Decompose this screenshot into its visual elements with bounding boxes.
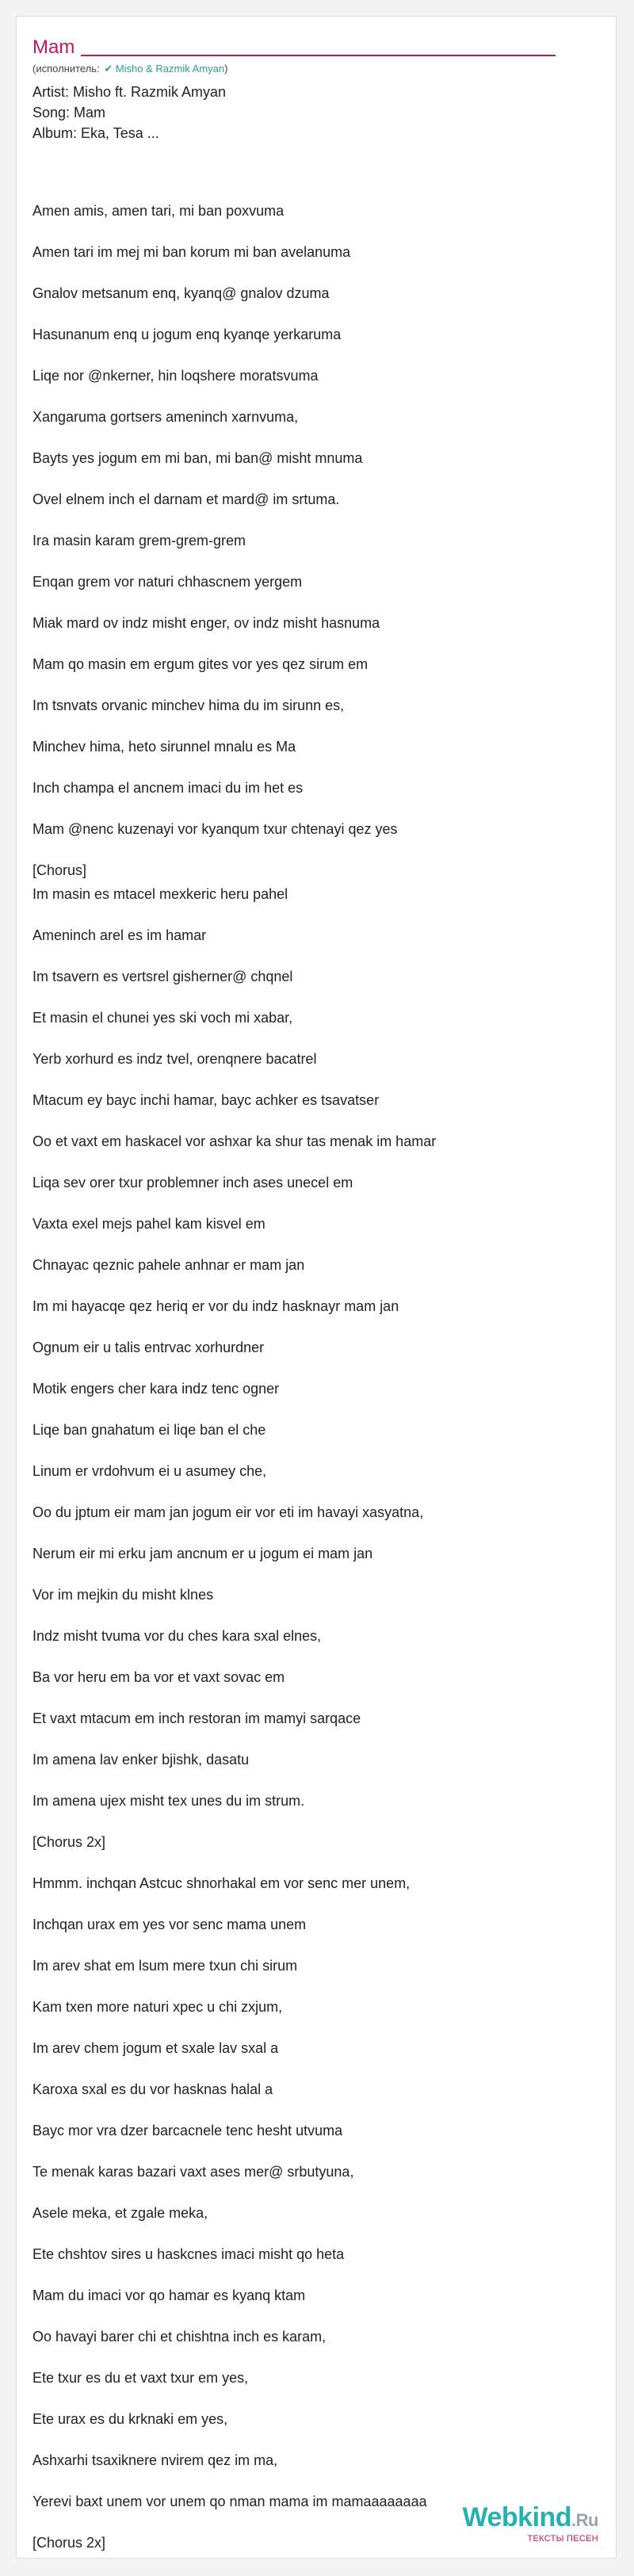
song-line: Song: Mam (32, 105, 106, 120)
lyric-line: Mam @nenc kuzenayi vor kyanqum txur chtenayi qez yes (32, 821, 398, 837)
lyric-line: Mtacum ey bayc inchi hamar, bayc achker es tsavatser (32, 1092, 380, 1108)
lyric-line: Oo et vaxt em haskacel vor ashxar ka shur tas menak im hamar (32, 1133, 437, 1149)
lyric-line: Inch champa el ancnem imaci du im het es (32, 780, 304, 796)
lyric-line: Im amena lav enker bjishk, dasatu (32, 1752, 250, 1768)
lyric-line: Bayts yes jogum em mi ban, mi ban@ misht mnuma (32, 450, 363, 466)
logo-subtitle: ТЕКСТЫ ПЕСЕН (527, 2534, 598, 2544)
lyric-line: [Chorus 2x] (32, 2535, 106, 2551)
lyric-line: Xangaruma gortsers ameninch xarnvuma, (32, 409, 299, 425)
artist-line: Artist: Misho ft. Razmik Amyan (32, 84, 227, 100)
verified-check-icon: ✔ (104, 63, 113, 75)
lyric-line: [Chorus] (32, 862, 87, 878)
lyric-line: Amen tari im mej mi ban korum mi ban avelanuma (32, 244, 351, 260)
lyric-line: Liqe ban gnahatum ei liqe ban el che (32, 1422, 266, 1438)
song-header (32, 32, 556, 143)
lyric-line: Vor im mejkin du misht klnes (32, 1587, 214, 1603)
lyrics-card (16, 16, 617, 2559)
lyric-line: Ovel elnem inch el darnam et mard@ im srtuma. (32, 491, 340, 507)
lyric-line: Yerb xorhurd es indz tvel, orenqnere bacatrel (32, 1051, 317, 1067)
lyric-line: Inchqan urax em yes vor senc mama unem (32, 1917, 307, 1932)
logo-main-text: Webkind (462, 2502, 572, 2532)
lyric-line: Enqan grem vor naturi chhascnem yergem (32, 574, 303, 590)
lyric-line: Chnayac qeznic pahele anhnar er mam jan (32, 1257, 305, 1273)
lyric-line: Im tsnvats orvanic minchev hima du im sirunn es, (32, 698, 345, 713)
lyric-line: Nerum eir mi erku jam ancnum er u jogum ei mam jan (32, 1546, 373, 1561)
lyric-line: Im arev chem jogum et sxale lav sxal a (32, 2040, 279, 2056)
lyric-line: Karoxa sxal es du vor hasknas halal a (32, 2081, 273, 2097)
lyric-line: Ete urax es du krknaki em yes, (32, 2411, 228, 2427)
lyric-line: Yerevi baxt unem vor unem qo nman mama im mamaaaaaaaa (32, 2494, 427, 2509)
lyric-line: Ete txur es du et vaxt txur em yes, (32, 2370, 249, 2386)
performer-link[interactable]: Misho & Razmik Amyan (115, 63, 225, 75)
performer-prefix: (исполнитель: (32, 63, 100, 75)
lyric-line: Im amena ujex misht tex unes du im strum. (32, 1793, 305, 1809)
lyric-line: Mam qo masin em ergum gites vor yes qez sirum em (32, 656, 369, 672)
lyrics-body (32, 202, 587, 2559)
site-logo[interactable] (463, 2504, 599, 2544)
performer-line (32, 63, 556, 75)
logo-ru-text: .Ru (571, 2510, 598, 2530)
performer-suffix: ) (224, 63, 228, 75)
title-underline (81, 55, 556, 56)
lyric-line: Hmmm. inchqan Astcuc shnorhakal em vor senc mer unem, (32, 1875, 411, 1891)
song-meta (32, 82, 556, 143)
lyric-line: Kam txen more naturi xpec u chi zxjum, (32, 1999, 283, 2015)
lyric-line: Miak mard ov indz misht enger, ov indz misht hasnuma (32, 615, 380, 631)
lyric-line: Oo du jptum eir mam jan jogum eir vor eti im havayi xasyatna, (32, 1504, 424, 1520)
lyric-line: Im masin es mtacel mexkeric heru pahel (32, 886, 288, 902)
lyric-line: Minchev hima, heto sirunnel mnalu es Ma (32, 739, 296, 755)
lyric-line: Ognum eir u talis entrvac xorhurdner (32, 1340, 265, 1355)
lyric-line: Asele meka, et zgale meka, (32, 2205, 208, 2221)
lyric-line: Ashxarhi tsaxiknere nvirem qez im ma, (32, 2452, 278, 2468)
lyric-line: Vaxta exel mejs pahel kam kisvel em (32, 1216, 265, 1232)
song-title: Mam (32, 36, 75, 58)
lyric-line: Gnalov metsanum enq, kyanq@ gnalov dzuma (32, 285, 330, 301)
lyric-line: Bayc mor vra dzer barcacnele tenc hesht utvuma (32, 2123, 343, 2138)
album-line: Album: Eka, Tesa ... (32, 125, 159, 141)
lyric-line: Mam du imaci vor qo hamar es kyanq ktam (32, 2287, 306, 2303)
lyric-line: Motik engers cher kara indz tenc ogner (32, 1381, 280, 1397)
lyric-line: Liqa sev orer txur problemner inch ases unecel em (32, 1175, 353, 1191)
lyric-line: Te menak karas bazari vaxt ases mer@ srbutyuna, (32, 2164, 354, 2180)
lyric-line: Im mi hayacqe qez heriq er vor du indz hasknayr mam jan (32, 1298, 399, 1314)
lyric-line: Oo havayi barer chi et chishtna inch es karam, (32, 2329, 327, 2345)
title-row (32, 32, 556, 59)
lyric-line: Ira masin karam grem-grem-grem (32, 533, 246, 548)
lyric-line: Liqe nor @nkerner, hin loqshere moratsvuma (32, 368, 319, 384)
lyric-line: Indz misht tvuma vor du ches kara sxal elnes, (32, 1628, 322, 1644)
lyric-line: Im arev shat em lsum mere txun chi sirum (32, 1958, 298, 1974)
lyric-line: Linum er vrdohvum ei u asumey che, (32, 1463, 267, 1479)
lyric-line: Ameninch arel es im hamar (32, 927, 207, 943)
lyric-line: Ba vor heru em ba vor et vaxt sovac em (32, 1669, 285, 1685)
lyric-line: [Chorus 2x] (32, 1834, 106, 1850)
lyric-line: Amen amis, amen tari, mi ban poxvuma (32, 203, 285, 219)
lyric-line: Hasunanum enq u jogum enq kyanqe yerkaruma (32, 327, 342, 342)
lyric-line: Ete chshtov sires u haskcnes imaci misht qo heta (32, 2246, 345, 2262)
logo-wordmark (463, 2504, 599, 2534)
lyric-line: Et vaxt mtacum em inch restoran im mamyi sarqace (32, 1710, 361, 1726)
lyric-line: Et masin el chunei yes ski voch mi xabar, (32, 1010, 293, 1026)
lyric-line: Im tsavern es vertsrel gisherner@ chqnel (32, 969, 293, 984)
